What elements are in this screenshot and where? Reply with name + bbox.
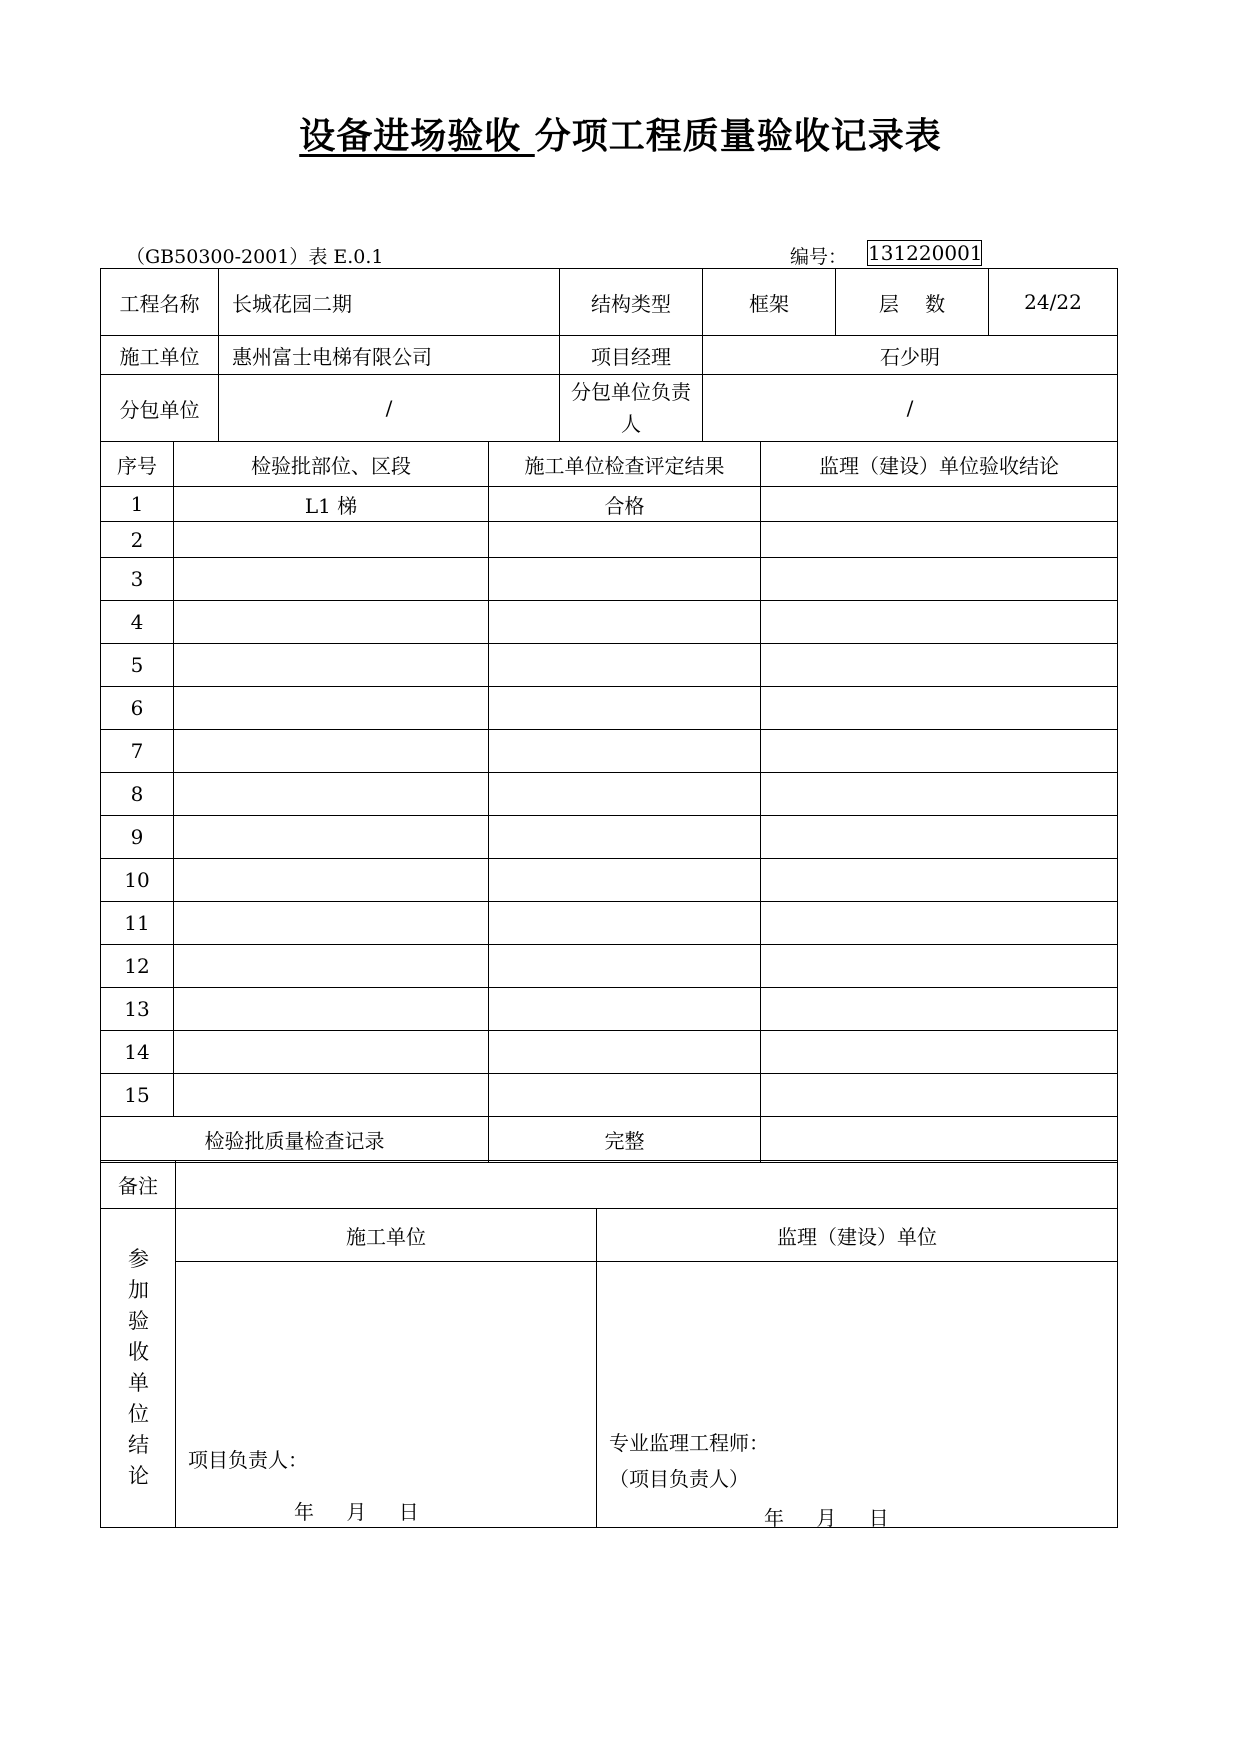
row-conclusion[interactable]	[761, 487, 1118, 522]
row-result[interactable]	[489, 687, 761, 730]
row-result[interactable]	[489, 730, 761, 773]
row-part[interactable]	[174, 522, 489, 558]
row-result[interactable]	[489, 773, 761, 816]
sub-head-value[interactable]: /	[703, 375, 1118, 442]
sign-table	[100, 1160, 1118, 1528]
table-row	[101, 988, 1118, 1031]
row-result[interactable]	[489, 816, 761, 859]
row-part[interactable]	[174, 859, 489, 902]
row-no: 3	[101, 558, 174, 601]
contractor-person-label: 项目负责人：	[188, 1448, 308, 1472]
row-no: 9	[101, 816, 174, 859]
row-conclusion[interactable]	[761, 730, 1118, 773]
header-no: 序号	[101, 442, 174, 487]
row-result[interactable]	[489, 859, 761, 902]
header-part: 检验批部位、区段	[174, 442, 489, 487]
row-part[interactable]	[174, 988, 489, 1031]
manager-label: 项目经理	[560, 336, 703, 375]
header-result: 施工单位检查评定结果	[489, 442, 761, 487]
number-field[interactable]: 131220001	[868, 241, 983, 265]
row-no: 8	[101, 773, 174, 816]
row-part[interactable]	[174, 816, 489, 859]
row-conclusion[interactable]	[761, 859, 1118, 902]
row-conclusion[interactable]	[761, 1074, 1118, 1117]
row-part[interactable]	[174, 902, 489, 945]
manager-value[interactable]: 石少明	[703, 336, 1118, 375]
structure-value[interactable]: 框架	[703, 269, 836, 336]
row-no: 7	[101, 730, 174, 773]
row-part[interactable]: L1 梯	[174, 487, 489, 522]
project-value[interactable]: 长城花园二期	[219, 269, 560, 336]
project-label: 工程名称	[101, 269, 219, 336]
row-no: 1	[101, 487, 174, 522]
supervisor-person-label-2: （项目负责人）	[609, 1467, 749, 1491]
table-row	[101, 1074, 1118, 1117]
row-conclusion[interactable]	[761, 902, 1118, 945]
supervisor-person-label: 专业监理工程师：	[609, 1431, 769, 1455]
row-no: 2	[101, 522, 174, 558]
row-no: 10	[101, 859, 174, 902]
table-row	[101, 773, 1118, 816]
row-result[interactable]	[489, 945, 761, 988]
floors-label: 层 数	[836, 269, 989, 336]
row-conclusion[interactable]	[761, 945, 1118, 988]
row-part[interactable]	[174, 773, 489, 816]
row-conclusion[interactable]	[761, 644, 1118, 687]
row-result[interactable]	[489, 644, 761, 687]
row-part[interactable]	[174, 558, 489, 601]
table-row	[101, 601, 1118, 644]
row-result[interactable]	[489, 1031, 761, 1074]
sign-section-label	[101, 1209, 176, 1528]
remarks-label: 备注	[101, 1161, 176, 1209]
table-row	[101, 859, 1118, 902]
row-conclusion[interactable]	[761, 522, 1118, 558]
row-conclusion[interactable]	[761, 816, 1118, 859]
row-conclusion[interactable]	[761, 601, 1118, 644]
page-title	[0, 108, 1241, 159]
table-row	[101, 487, 1118, 522]
row-result[interactable]	[489, 1074, 761, 1117]
row-part[interactable]	[174, 644, 489, 687]
table-row	[101, 902, 1118, 945]
info-table	[100, 268, 1118, 442]
supervisor-date: 年 月 日	[764, 1506, 889, 1528]
contractor-sign-area[interactable]	[176, 1262, 597, 1528]
row-result[interactable]	[489, 558, 761, 601]
row-result[interactable]	[489, 988, 761, 1031]
row-part[interactable]	[174, 601, 489, 644]
table-row	[101, 687, 1118, 730]
row-part[interactable]	[174, 730, 489, 773]
table-row	[101, 1031, 1118, 1074]
record-label: 检验批质量检查记录	[101, 1117, 489, 1163]
contractor-label: 施工单位	[101, 336, 219, 375]
floors-value[interactable]: 24/22	[989, 269, 1118, 336]
table-row	[101, 644, 1118, 687]
row-no: 15	[101, 1074, 174, 1117]
sub-head-label: 分包单位负责人	[560, 375, 703, 442]
contractor-date: 年 月 日	[294, 1500, 419, 1524]
items-table	[100, 441, 1118, 1163]
table-row	[101, 945, 1118, 988]
table-row	[101, 816, 1118, 859]
header-conclusion: 监理（建设）单位验收结论	[761, 442, 1118, 487]
row-conclusion[interactable]	[761, 773, 1118, 816]
row-result[interactable]	[489, 601, 761, 644]
sub-label: 分包单位	[101, 375, 219, 442]
row-conclusion[interactable]	[761, 1031, 1118, 1074]
row-result[interactable]: 合格	[489, 487, 761, 522]
row-no: 13	[101, 988, 174, 1031]
table-row	[101, 730, 1118, 773]
contractor-sign-title: 施工单位	[176, 1209, 597, 1262]
remarks-value[interactable]	[176, 1161, 1118, 1209]
supervisor-sign-area[interactable]	[597, 1262, 1118, 1528]
row-no: 5	[101, 644, 174, 687]
row-part[interactable]	[174, 1031, 489, 1074]
row-part[interactable]	[174, 1074, 489, 1117]
title-rest: 分项工程质量验收记录表	[534, 115, 942, 157]
row-result[interactable]	[489, 522, 761, 558]
record-conclusion[interactable]	[761, 1117, 1118, 1163]
structure-label: 结构类型	[560, 269, 703, 336]
title-underlined: 设备进场验收	[299, 115, 535, 157]
row-no: 14	[101, 1031, 174, 1074]
record-value[interactable]: 完整	[489, 1117, 761, 1163]
table-row	[101, 522, 1118, 558]
row-part[interactable]	[174, 945, 489, 988]
sign-section-text: 参加验收单位结论	[128, 1247, 149, 1488]
row-result[interactable]	[489, 902, 761, 945]
row-no: 4	[101, 601, 174, 644]
standard-reference: （GB50300-2001）表 E.0.1	[126, 246, 384, 268]
row-no: 11	[101, 902, 174, 945]
row-no: 6	[101, 687, 174, 730]
row-part[interactable]	[174, 687, 489, 730]
row-no: 12	[101, 945, 174, 988]
row-conclusion[interactable]	[761, 558, 1118, 601]
supervisor-sign-title: 监理（建设）单位	[597, 1209, 1118, 1262]
contractor-value[interactable]: 惠州富士电梯有限公司	[219, 336, 560, 375]
number-label: 编号：	[790, 246, 848, 268]
sub-value[interactable]: /	[219, 375, 560, 442]
row-conclusion[interactable]	[761, 988, 1118, 1031]
row-conclusion[interactable]	[761, 687, 1118, 730]
table-row	[101, 558, 1118, 601]
